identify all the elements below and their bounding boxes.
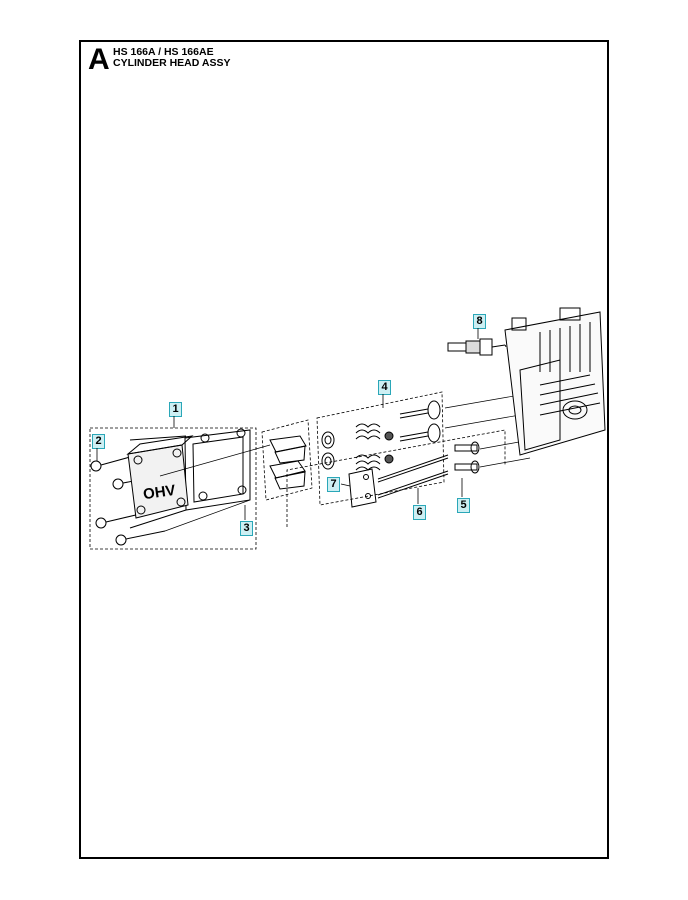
callout-7: 7 bbox=[327, 477, 340, 492]
callout-6: 6 bbox=[413, 505, 426, 520]
callout-4: 4 bbox=[378, 380, 391, 395]
callout-8: 8 bbox=[473, 314, 486, 329]
callout-5: 5 bbox=[457, 498, 470, 513]
assembly-title: CYLINDER HEAD ASSY bbox=[113, 57, 231, 69]
callout-1: 1 bbox=[169, 402, 182, 417]
cover-marking: OHV bbox=[142, 481, 177, 504]
model-title: HS 166A / HS 166AE bbox=[113, 46, 214, 58]
callout-3: 3 bbox=[240, 521, 253, 536]
section-letter: A bbox=[88, 43, 110, 76]
callout-2: 2 bbox=[92, 434, 105, 449]
